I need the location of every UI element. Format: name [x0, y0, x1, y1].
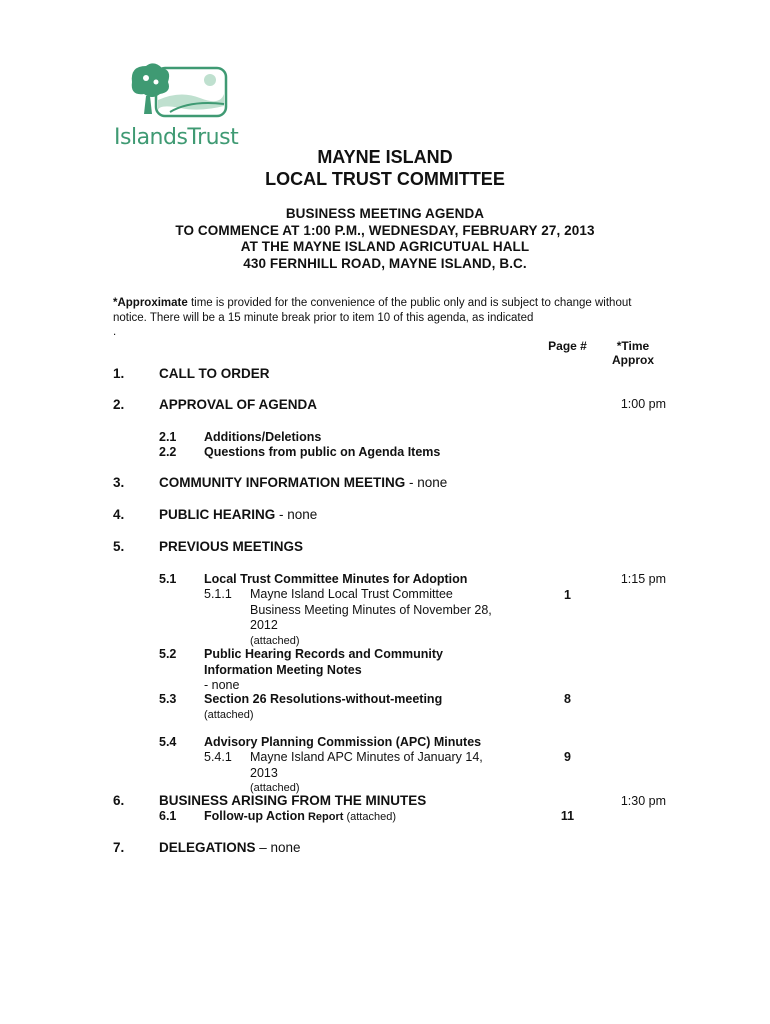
subtitle-line-1: BUSINESS MEETING AGENDA: [285, 206, 485, 221]
item-2-2-number: 2.2: [159, 445, 177, 459]
time-column-header: [600, 339, 666, 367]
item-2-1-title: Additions/Deletions: [204, 430, 322, 444]
item-4-title-text: PUBLIC HEARING: [159, 507, 276, 522]
item-3-number: 3.: [113, 475, 125, 490]
item-5-1-1: [204, 587, 492, 649]
item-5-number: 5.: [113, 539, 125, 554]
item-3-suffix: - none: [405, 475, 448, 490]
item-2-title: APPROVAL OF AGENDA: [159, 397, 318, 412]
item-2-number: 2.: [113, 397, 125, 412]
logo-text: IslandsTrust: [114, 125, 239, 150]
item-5-3-title-text: Section 26 Resolutions-without-meeting: [204, 692, 443, 706]
document-title: [0, 146, 770, 190]
note-bold: *Approximate: [113, 297, 188, 309]
meeting-subtitle: [0, 206, 770, 272]
item-2-1-number: 2.1: [159, 430, 177, 444]
item-5-1-1-number: 5.1.1: [204, 587, 232, 601]
item-1-number: 1.: [113, 366, 125, 381]
item-6-title: BUSINESS ARISING FROM THE MINUTES: [159, 793, 427, 808]
item-5-1-time: 1:15 pm: [620, 572, 666, 586]
item-5-4-1-line-1: Mayne Island APC Minutes of January 14,: [250, 750, 483, 764]
item-5-4-1: [204, 750, 483, 797]
item-5-3-number: 5.3: [159, 692, 177, 706]
item-6-1-title: [204, 809, 396, 826]
item-3-title-text: COMMUNITY INFORMATION MEETING: [159, 475, 406, 490]
item-7-number: 7.: [113, 840, 125, 855]
page-column-header: Page #: [548, 339, 587, 353]
item-5-2-line-1: Public Hearing Records and Community: [204, 647, 443, 661]
item-6-1-number: 6.1: [159, 809, 177, 823]
item-5-4-1-text: [250, 750, 483, 797]
item-6-1-title-text: Follow-up Action: [204, 809, 305, 823]
note-text: time is provided for the convenience of the public only and is subject to change without notice. There will be a 15 minute break prior to item 10 of this agenda, as indicated: [113, 297, 632, 324]
item-5-1-1-line-1: Mayne Island Local Trust Committee: [250, 587, 453, 601]
item-5-1-1-year: 2012: [250, 618, 278, 632]
item-5-title: PREVIOUS MEETINGS: [159, 539, 304, 554]
subtitle-line-2: TO COMMENCE AT 1:00 P.M., WEDNESDAY, FEBRUARY 27, 2013: [175, 222, 595, 238]
time-header-line-2: Approx: [612, 353, 654, 367]
item-7-suffix: – none: [255, 840, 301, 855]
item-5-4-1-attached: (attached): [250, 782, 300, 794]
item-7-title-text: DELEGATIONS: [159, 840, 256, 855]
item-5-3-page: 8: [564, 692, 571, 706]
note-trailing: .: [113, 326, 117, 338]
item-5-2-suffix: - none: [204, 678, 240, 692]
item-5-1-1-text: [250, 587, 492, 649]
item-5-2-number: 5.2: [159, 647, 177, 661]
item-5-4-1-number: 5.4.1: [204, 750, 232, 764]
title-line-2: LOCAL TRUST COMMITTEE: [265, 169, 505, 189]
item-1-title: CALL TO ORDER: [159, 366, 270, 381]
subtitle-line-4: 430 FERNHILL ROAD, MAYNE ISLAND, B.C.: [243, 255, 527, 271]
item-7-title: [159, 840, 301, 855]
item-4-number: 4.: [113, 507, 125, 522]
item-5-4-1-year: 2013: [250, 765, 278, 780]
item-5-3-attached: (attached): [204, 708, 254, 721]
item-5-4-1-page: 9: [564, 750, 571, 764]
item-5-2-line-2: [204, 663, 443, 694]
item-5-1-1-attached: (attached): [250, 634, 300, 647]
subtitle-line-3: AT THE MAYNE ISLAND AGRICUTUAL HALL: [240, 239, 530, 254]
item-5-1-number: 5.1: [159, 572, 177, 586]
item-5-1-1-line-2: Business Meeting Minutes of November 28,: [250, 602, 492, 617]
item-5-3-title: [204, 692, 442, 723]
islands-trust-logo-icon: [110, 60, 260, 122]
time-header-line-1: *Time: [616, 339, 650, 353]
item-6-1-page: 11: [560, 809, 575, 823]
islands-trust-logo: [110, 60, 260, 150]
item-5-1-title: Local Trust Committee Minutes for Adoption: [204, 572, 468, 586]
item-6-1-attached: (attached): [343, 811, 396, 823]
item-5-4-number: 5.4: [159, 735, 177, 749]
item-4-title: [159, 507, 317, 522]
item-2-2-title: Questions from public on Agenda Items: [204, 445, 441, 459]
item-5-4-title: Advisory Planning Commission (APC) Minutes: [204, 735, 482, 749]
item-5-2-title: [204, 647, 443, 694]
item-5-1-1-line-3: [250, 618, 492, 649]
item-3-title: [159, 475, 447, 490]
item-5-2-line-2-text: Information Meeting Notes: [204, 662, 362, 677]
title-line-1: MAYNE ISLAND: [317, 147, 453, 167]
item-4-suffix: - none: [275, 507, 318, 522]
item-5-4-1-line-2: [250, 766, 483, 797]
time-note: [113, 296, 653, 338]
item-5-1-1-page: 1: [564, 588, 571, 602]
item-6-time: 1:30 pm: [620, 794, 666, 808]
item-2-time: 1:00 pm: [620, 397, 666, 411]
item-6-1-report: Report: [304, 811, 344, 823]
item-6-number: 6.: [113, 793, 125, 808]
